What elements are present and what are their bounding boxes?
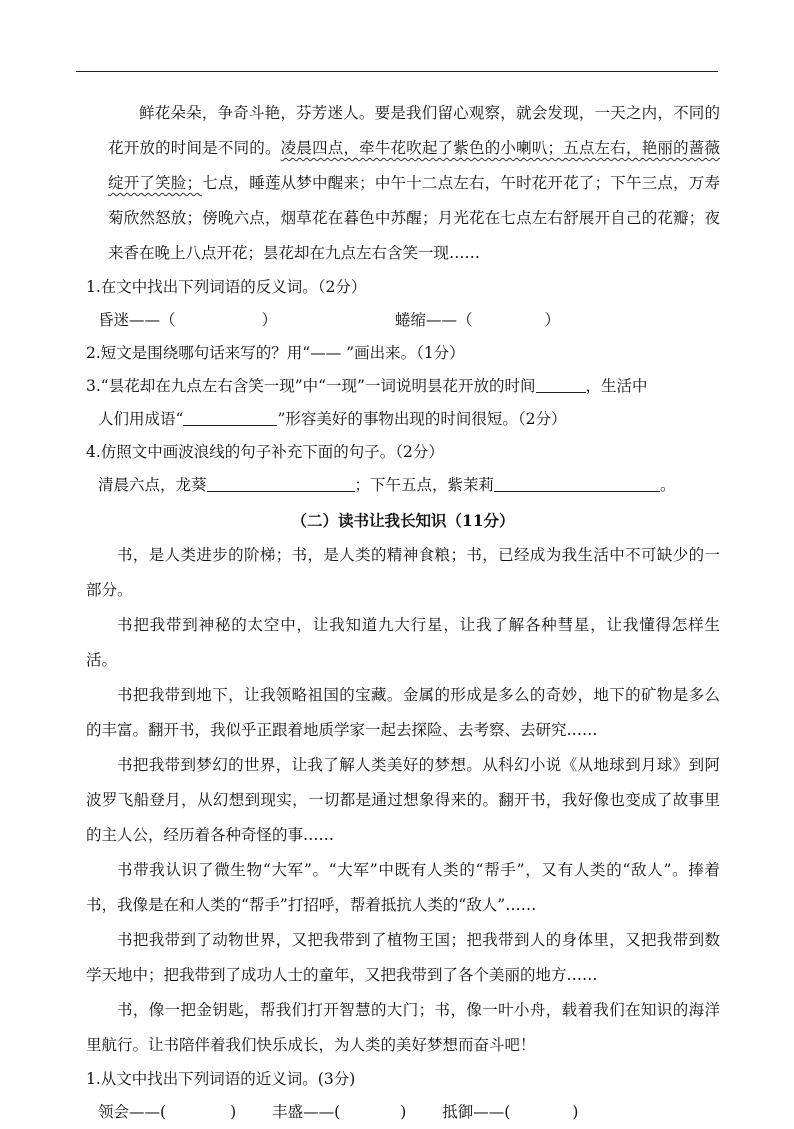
question1-3-line2 (86, 403, 720, 436)
question1-4-answers (86, 469, 720, 502)
worksheet-content (86, 96, 720, 1129)
sentence-prompt-1: 清晨六点，龙葵 (98, 476, 207, 494)
question1-1-answers (86, 304, 720, 337)
close-paren-s2: ) (400, 1103, 407, 1121)
close-paren-1: ） (261, 311, 278, 329)
question1-3-text-2: ，生活中 (585, 377, 648, 395)
section2-paragraph: 书把我带到了动物世界，又把我带到了植物王国；把我带到人的身体里，又把我带到数学天地中；把我带到了成功人士的童年，又把我带到了各个美丽的地方…… (86, 931, 720, 984)
header-rule (76, 71, 718, 72)
passage1-paragraph (108, 96, 720, 271)
section2-paragraphs (86, 538, 720, 1063)
question1-3 (86, 370, 720, 403)
question1-3-text-4: ”形容美好的事物出现的时间很短。（2分） (277, 410, 567, 428)
passage1-text-start: 鲜花朵朵，争奇斗艳，芬芳迷人。要是我们留心观察，就会发现，一天之内，不同的花开放的时间是不同的。 (108, 104, 720, 157)
section2-paragraph: 书，是人类进步的阶梯；书，是人类的精神食粮；书，已经成为我生活中不可缺少的一部分。 (86, 546, 720, 599)
question1-4: 4.仿照文中画波浪线的句子补充下面的句子。（2分） (86, 443, 444, 461)
question2-1-answers (86, 1096, 720, 1129)
close-paren-s1: ) (230, 1103, 237, 1121)
close-paren-s3: ) (572, 1103, 579, 1121)
antonym-prompt-1: 昏迷——（ (98, 311, 176, 329)
answer-blank[interactable] (536, 376, 586, 393)
section2-paragraph: 书把我带到神秘的太空中，让我知道九大行星，让我了解各种彗星，让我懂得怎样生活。 (86, 616, 720, 669)
sentence-prompt-2: ；下午五点，紫茉莉 (354, 476, 495, 494)
question1-1: 1.在文中找出下列词语的反义词。（2分） (86, 278, 367, 296)
synonym-prompt-3: 抵御——( (442, 1103, 511, 1121)
idiom-blank[interactable] (183, 409, 277, 426)
synonym-prompt-2: 丰盛——( (272, 1103, 341, 1121)
section2-paragraph: 书，像一把金钥匙，帮我们打开智慧的大门；书，像一叶小舟，载着我们在知识的海洋里航行。让书陪伴着我们快乐成长，为人类的美好梦想而奋斗吧！ (86, 1001, 720, 1054)
sentence-blank-1[interactable] (207, 475, 355, 492)
synonym-prompt-1: 领会——( (98, 1103, 167, 1121)
passage1-wavy-sentence: 凌晨四点，牵牛花吹起了紫色的小喇叭；五点左右，艳丽的蔷薇绽开了笑脸； (108, 139, 720, 192)
close-paren-2: ） (544, 311, 561, 329)
question1-3-text: 3.“昙花却在九点左右含笑一现”中“一现”一词说明昙花开放的时间 (86, 377, 536, 395)
antonym-prompt-2: 蜷缩——（ (395, 311, 473, 329)
question2-1: 1.从文中找出下列词语的近义词。(3分) (86, 1070, 356, 1088)
section2-paragraph: 书把我带到梦幻的世界，让我了解人类美好的梦想。从科幻小说《从地球到月球》到阿波罗飞船登月，从幻想到现实，一切都是通过想象得来的。翻开书，我好像也变成了故事里的主人公，经历着各种奇怪的事…… (86, 756, 720, 844)
section2-paragraph: 书带我认识了微生物“大军”。“大军”中既有人类的“帮手”，又有人类的“敌人”。捧着书，我像是在和人类的“帮手”打招呼，帮着抵抗人类的“敌人”…… (86, 861, 720, 914)
section2-paragraph: 书把我带到地下，让我领略祖国的宝藏。金属的形成是多么的奇妙，地下的矿物是多么的丰富。翻开书，我似乎正跟着地质学家一起去探险、去考察、去研究…… (86, 686, 720, 739)
sentence-end: 。 (660, 476, 676, 494)
section2-title: （二）读书让我长知识（11分） (291, 511, 515, 530)
question1-3-text-3: 人们用成语“ (98, 410, 184, 428)
question1-2: 2.短文是围绕哪句话来写的？用“—— ”画出来。（1分） (86, 344, 465, 362)
passage1-text-end: 七点，睡莲从梦中醒来；中午十二点左右，午时花开花了；下午三点，万寿菊欣然怒放；傍晚六点，烟草花在暮色中苏醒；月光花在七点左右舒展开自己的花瓣；夜来香在晚上八点开花；昙花却在九点左右含笑一现…… (108, 174, 720, 262)
sentence-blank-2[interactable] (494, 475, 660, 492)
